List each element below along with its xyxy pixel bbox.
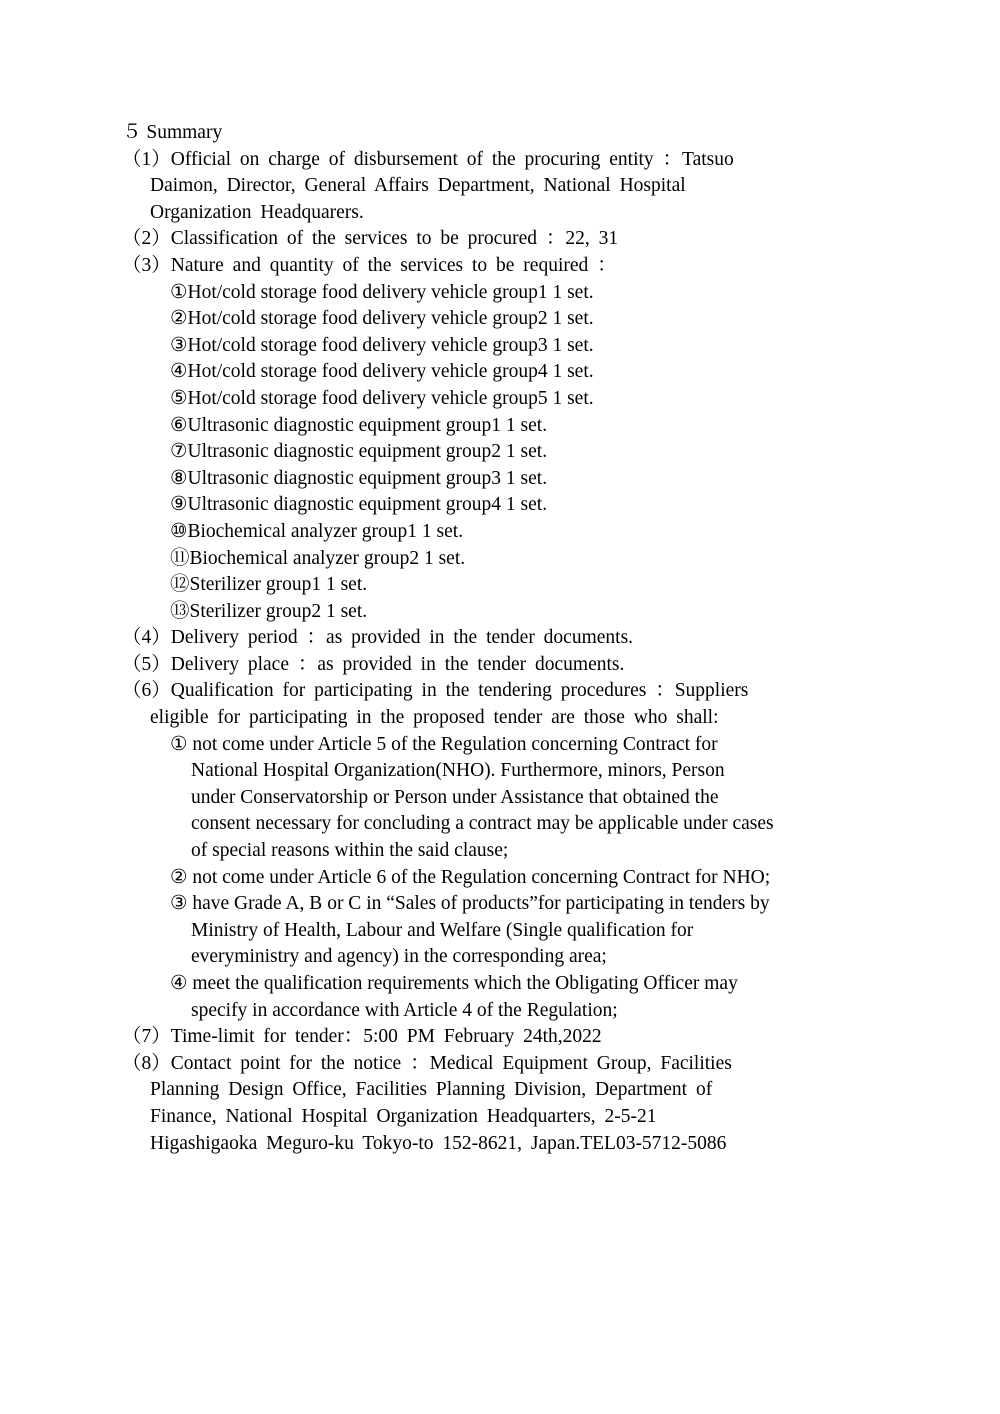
qualification-point-3-line-2: Ministry of Health, Labour and Welfare (Single qualification for [191, 919, 694, 941]
list-item: ⑩Biochemical analyzer group1 1 set. [170, 520, 464, 542]
qualification-point-1 [122, 732, 892, 865]
section-heading: ５ Summary [122, 122, 223, 143]
qualification-point-1-line-4: consent necessary for concluding a contract may be applicable under cases [191, 813, 774, 835]
list-item: ④Hot/cold storage food delivery vehicle group4 1 set. [170, 361, 594, 383]
item-qualification-line-2: eligible for participating in the proposed tender are those who shall: [150, 707, 719, 729]
item-official-line-1: （1）Official on charge of disbursement of the procuring entity ：Tatsuo [122, 148, 734, 170]
qualification-point-3-line-1: ③ have Grade A, B or C in “Sales of products”for participating in tenders by [170, 893, 770, 915]
list-item: ③Hot/cold storage food delivery vehicle group3 1 set. [170, 334, 594, 356]
item-qualification-line-1: （6）Qualification for participating in the tendering procedures ：Suppliers [122, 680, 749, 702]
list-item: ⑨Ultrasonic diagnostic equipment group4 1 set. [170, 494, 548, 516]
qualification-point-1-line-1: ① not come under Article 5 of the Regulation concerning Contract for [170, 733, 718, 755]
item-official-line-2: Daimon, Director, General Affairs Department, National Hospital [150, 175, 686, 197]
qualification-point-1-line-3: under Conservatorship or Person under Assistance that obtained the [191, 786, 719, 808]
item-contact-point-line-4: Higashigaoka Meguro-ku Tokyo-to 152-8621, Japan.TEL03-5712-5086 [150, 1132, 727, 1154]
list-item: ⑬Sterilizer group2 1 set. [170, 600, 368, 622]
item-contact-point-line-3: Finance, National Hospital Organization Headquarters, 2-5-21 [150, 1105, 657, 1127]
item-qualification [122, 678, 892, 1024]
list-item: ⑤Hot/cold storage food delivery vehicle group5 1 set. [170, 387, 594, 409]
item-contact-point [122, 1051, 892, 1157]
item-official [122, 147, 892, 227]
summary-section [122, 120, 892, 1157]
list-item: ⑪Biochemical analyzer group2 1 set. [170, 547, 466, 569]
list-item: ②Hot/cold storage food delivery vehicle group2 1 set. [170, 308, 594, 330]
qualification-point-3-line-3: everyministry and agency) in the corresponding area; [191, 946, 607, 968]
qualification-point-4 [122, 971, 892, 1024]
list-item: ⑧Ultrasonic diagnostic equipment group3 1 set. [170, 467, 548, 489]
item-delivery-place-line-1: （5）Delivery place ：as provided in the tender documents. [122, 653, 625, 675]
item-time-limit [122, 1024, 892, 1051]
list-item: ⑦Ultrasonic diagnostic equipment group2 1 set. [170, 441, 548, 463]
item-contact-point-line-2: Planning Design Office, Facilities Planning Division, Department of [150, 1079, 713, 1101]
list-item: ⑥Ultrasonic diagnostic equipment group1 1 set. [170, 414, 548, 436]
qualification-point-1-line-5: of special reasons within the said clause; [191, 840, 509, 862]
list-item: ①Hot/cold storage food delivery vehicle group1 1 set. [170, 281, 594, 303]
item-time-limit-line-1: （7）Time-limit for tender：5:00 PM February 24th,2022 [122, 1026, 602, 1048]
qualification-point-1-line-2: National Hospital Organization(NHO). Furthermore, minors, Person [191, 760, 725, 782]
item-classification [122, 226, 892, 253]
qualification-point-3 [122, 891, 892, 971]
item-delivery-period [122, 625, 892, 652]
item-contact-point-line-1: （8）Contact point for the notice ：Medical Equipment Group, Facilities [122, 1052, 732, 1074]
qualification-point-4-line-2: specify in accordance with Article 4 of the Regulation; [191, 999, 618, 1021]
item-delivery-place [122, 652, 892, 679]
qualification-point-2 [122, 865, 892, 892]
item-nature-quantity-line-1: （3）Nature and quantity of the services to be required ： [122, 254, 617, 276]
item-nature-quantity [122, 253, 892, 625]
item-delivery-period-line-1: （4）Delivery period ：as provided in the tender documents. [122, 627, 634, 649]
item-classification-line-1: （2）Classification of the services to be procured ：22, 31 [122, 228, 619, 250]
list-item: ⑫Sterilizer group1 1 set. [170, 574, 368, 596]
item-official-line-3: Organization Headquarers. [150, 201, 364, 223]
qualification-point-2-line-1: ② not come under Article 6 of the Regulation concerning Contract for NHO; [170, 866, 771, 888]
qualification-point-4-line-1: ④ meet the qualification requirements which the Obligating Officer may [170, 973, 738, 994]
